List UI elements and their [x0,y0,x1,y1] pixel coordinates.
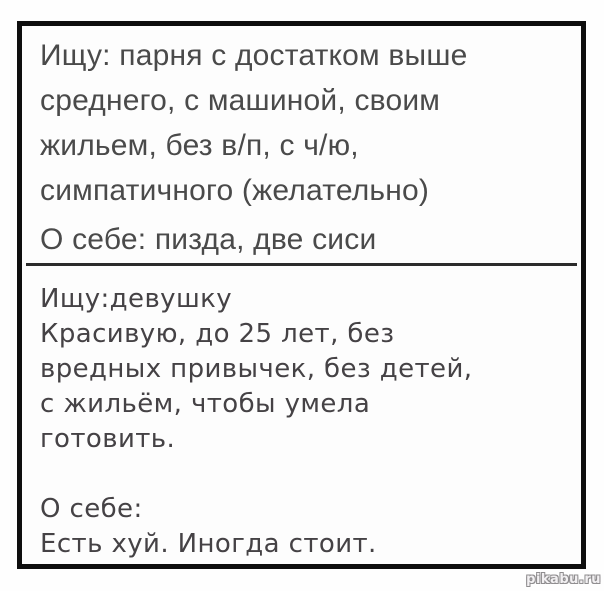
male-ad-line: Ищу:девушку [40,284,233,314]
male-ad-line: с жильём, чтобы умела [40,389,371,419]
female-ad-line: среднего, с машиной, своим [40,84,441,117]
blank-line-spacer [40,457,573,492]
female-ad-line: Ищу: парня с достатком выше [40,39,468,72]
male-ad-line: Красивую, до 25 лет, без [40,319,395,349]
male-ad-about: О себе: [40,494,143,524]
male-ad-section [22,266,581,562]
pikabu-watermark: pikabu.ru [526,572,601,587]
male-ad-line: готовить. [40,424,176,454]
female-ad-line: жильем, без в/п, с ч/ю, [40,129,359,162]
male-ad-line: вредных привычек, без детей, [40,354,473,384]
female-ad-line: симпатичного (желательно) [40,174,430,207]
male-ad-about: Есть хуй. Иногда стоит. [40,529,377,559]
female-ad-section [22,26,581,262]
female-ad-about: О себе: пизда, две сиси [40,223,377,256]
dating-ads-card [17,21,586,569]
